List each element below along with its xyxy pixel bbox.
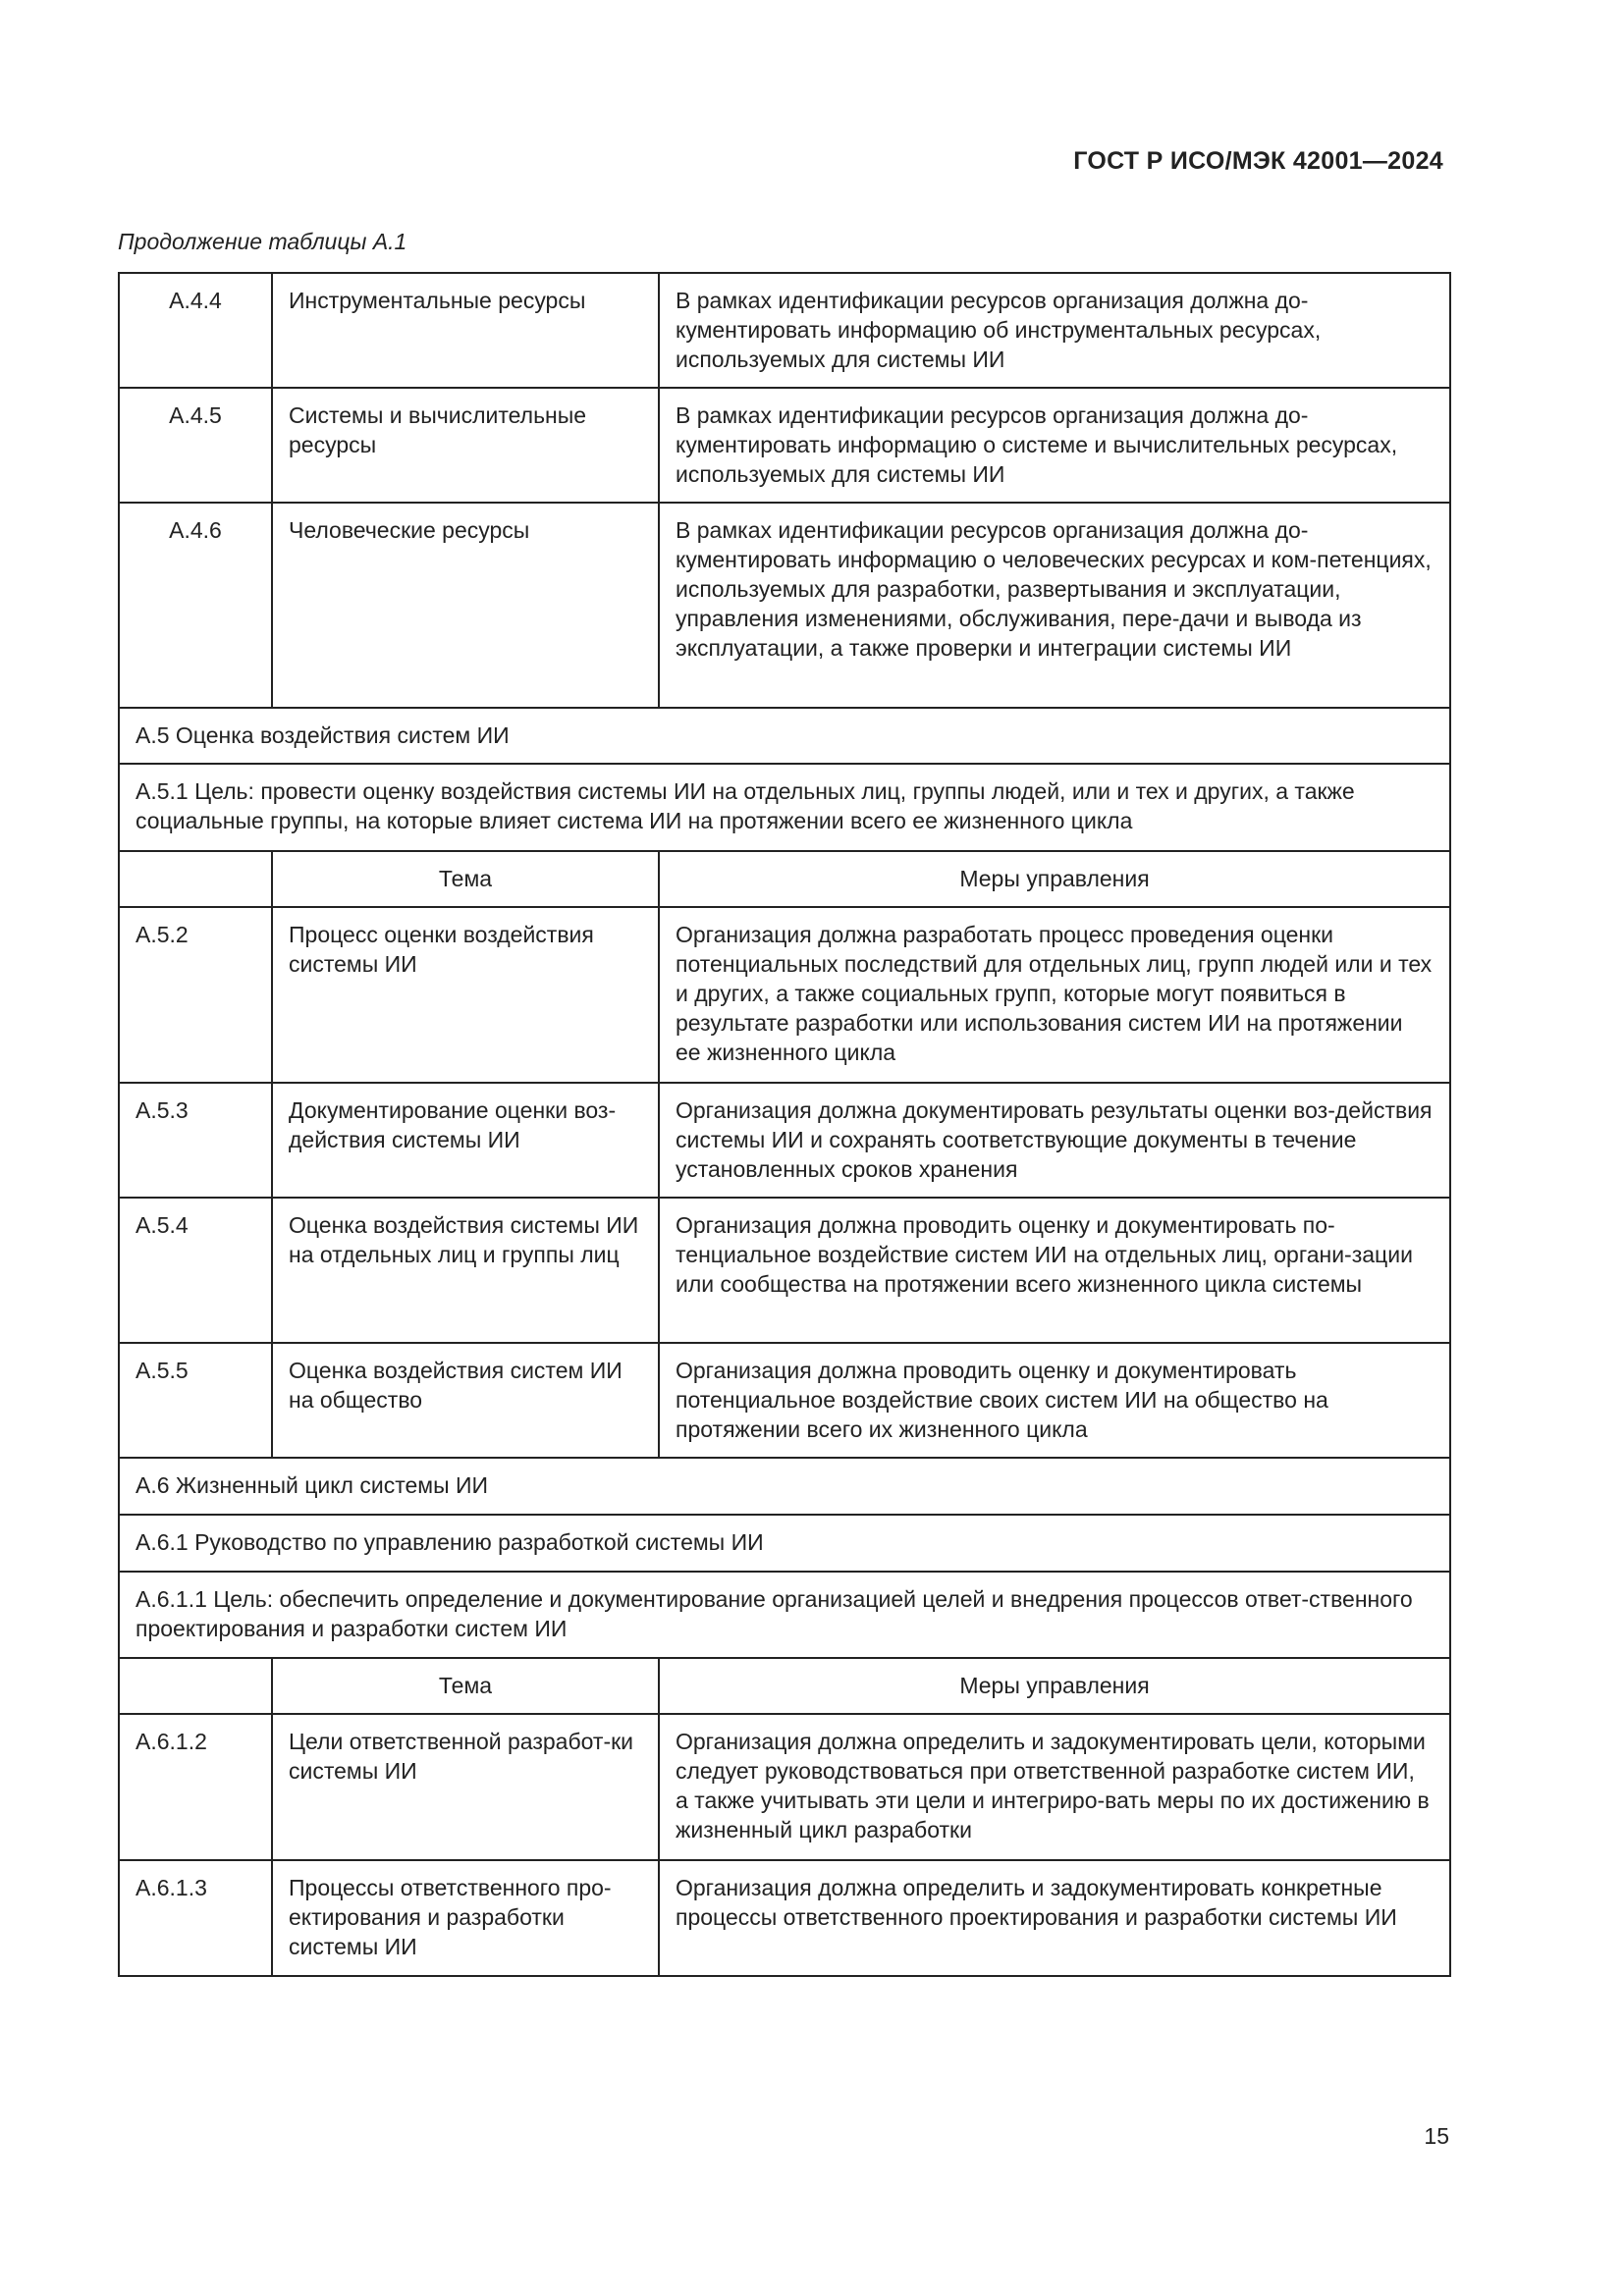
- control-topic: Процесс оценки воздействия системы ИИ: [272, 907, 659, 1083]
- document-header: ГОСТ Р ИСО/МЭК 42001—2024: [1073, 147, 1443, 175]
- header-blank-cell: [119, 1658, 272, 1714]
- controls-table: [118, 272, 1451, 1977]
- control-number: А.6.1.2: [119, 1714, 272, 1860]
- control-number: А.4.4: [119, 273, 272, 388]
- control-text: В рамках идентификации ресурсов организация должна до-кументировать информацию о системе и вычислительных ресурсах, используемых для системы ИИ: [659, 388, 1450, 503]
- header-topic: Тема: [272, 851, 659, 907]
- header-topic: Тема: [272, 1658, 659, 1714]
- control-topic: Оценка воздействия систем ИИ на общество: [272, 1343, 659, 1458]
- control-number: А.6.1.3: [119, 1860, 272, 1976]
- section-row: [119, 764, 1450, 851]
- table-row: [119, 388, 1450, 503]
- control-number: А.5.3: [119, 1083, 272, 1198]
- control-topic: Инструментальные ресурсы: [272, 273, 659, 388]
- control-topic: Системы и вычислительные ресурсы: [272, 388, 659, 503]
- control-text: Организация должна определить и задокументировать цели, которыми следует руководствоваться при ответственной разработке систем ИИ, а также учитывать эти цели и интегриро-вать меры по их достижению в жизненный цикл разработки: [659, 1714, 1450, 1860]
- table-row: [119, 907, 1450, 1083]
- table-row: [119, 1343, 1450, 1458]
- section-title: А.5 Оценка воздействия систем ИИ: [119, 708, 1450, 764]
- control-number: А.5.4: [119, 1198, 272, 1343]
- objective-text: А.6.1.1 Цель: обеспечить определение и документирование организацией целей и внедрения процессов ответ-ственного проектирования и разработки систем ИИ: [119, 1572, 1450, 1658]
- header-blank-cell: [119, 851, 272, 907]
- control-topic: Оценка воздействия системы ИИ на отдельных лиц и группы лиц: [272, 1198, 659, 1343]
- control-text: Организация должна определить и задокументировать конкретные процессы ответственного проектирования и разработки системы ИИ: [659, 1860, 1450, 1976]
- control-number: А.5.2: [119, 907, 272, 1083]
- control-topic: Процессы ответственного про-ектирования и разработки системы ИИ: [272, 1860, 659, 1976]
- control-text: В рамках идентификации ресурсов организация должна до-кументировать информацию об инструментальных ресурсах, используемых для системы ИИ: [659, 273, 1450, 388]
- table-row: [119, 503, 1450, 708]
- control-text: В рамках идентификации ресурсов организация должна до-кументировать информацию о человеческих ресурсах и ком-петенциях, используемых для разработки, развертывания и эксплуатации, управления изменениями, обслуживания, пере-дачи и вывода из эксплуатации, а также проверки и интеграции системы ИИ: [659, 503, 1450, 708]
- control-text: Организация должна проводить оценку и документировать потенциальное воздействие своих систем ИИ на общество на протяжении всего их жизненного цикла: [659, 1343, 1450, 1458]
- header-controls: Меры управления: [659, 1658, 1450, 1714]
- control-topic: Документирование оценки воз-действия системы ИИ: [272, 1083, 659, 1198]
- page-number: 15: [1424, 2123, 1449, 2149]
- control-number: А.4.6: [119, 503, 272, 708]
- control-text: Организация должна документировать результаты оценки воз-действия системы ИИ и сохранять соответствующие документы в течение установленных сроков хранения: [659, 1083, 1450, 1198]
- subsection-title: А.6.1 Руководство по управлению разработкой системы ИИ: [119, 1515, 1450, 1572]
- section-title: А.6 Жизненный цикл системы ИИ: [119, 1458, 1450, 1515]
- control-number: А.5.5: [119, 1343, 272, 1458]
- control-text: Организация должна разработать процесс проведения оценки потенциальных последствий для отдельных лиц, групп людей или и тех и других, а также социальных групп, которые могут появиться в результате разработки или использования систем ИИ на протяжении ее жизненного цикла: [659, 907, 1450, 1083]
- header-controls: Меры управления: [659, 851, 1450, 907]
- column-header-row: [119, 851, 1450, 907]
- section-row: [119, 1572, 1450, 1658]
- table-row: [119, 1083, 1450, 1198]
- table-continuation-caption: Продолжение таблицы А.1: [118, 229, 407, 254]
- section-row: [119, 708, 1450, 764]
- control-number: А.4.5: [119, 388, 272, 503]
- control-topic: Цели ответственной разработ-ки системы ИИ: [272, 1714, 659, 1860]
- section-row: [119, 1458, 1450, 1515]
- table-row: [119, 1860, 1450, 1976]
- control-topic: Человеческие ресурсы: [272, 503, 659, 708]
- control-text: Организация должна проводить оценку и документировать по-тенциальное воздействие систем ИИ на отдельных лиц, органи-зации или сообщества на протяжении всего жизненного цикла системы: [659, 1198, 1450, 1343]
- table-row: [119, 273, 1450, 388]
- column-header-row: [119, 1658, 1450, 1714]
- objective-text: А.5.1 Цель: провести оценку воздействия системы ИИ на отдельных лиц, группы людей, или и тех и других, а также социальные группы, на которые влияет система ИИ на протяжении всего ее жизненного цикла: [119, 764, 1450, 851]
- section-row: [119, 1515, 1450, 1572]
- table-row: [119, 1714, 1450, 1860]
- table-row: [119, 1198, 1450, 1343]
